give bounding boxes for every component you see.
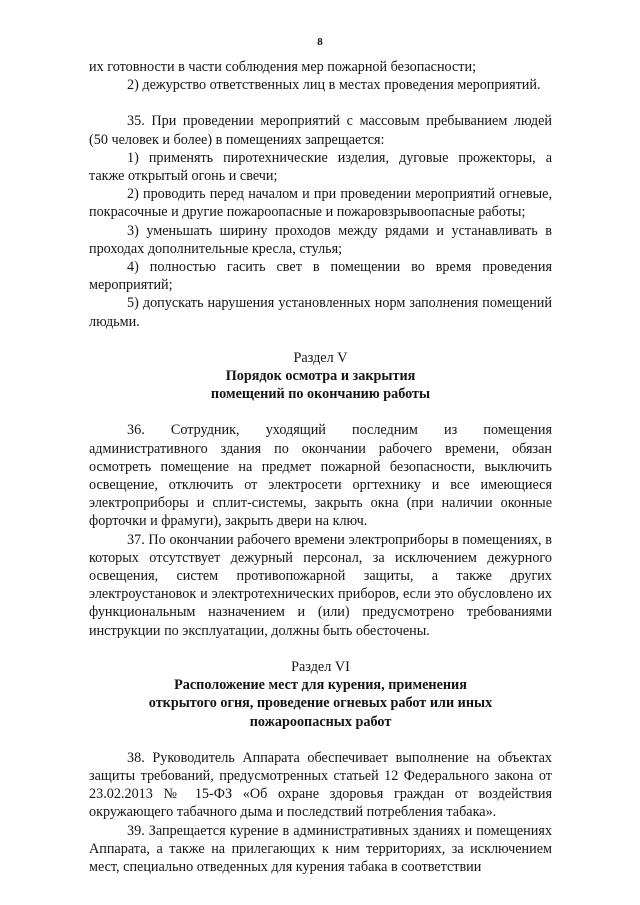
paragraph-continuation: их готовности в части соблюдения мер пожарной безопасности; xyxy=(89,59,477,75)
list-item-duty: 2) дежурство ответственных лиц в местах проведения мероприятий. xyxy=(127,77,541,94)
section-5-title-line-1: Порядок осмотра и закрытия xyxy=(225,368,416,385)
document-body xyxy=(89,58,552,876)
section-5-label: Раздел V xyxy=(293,349,348,366)
section-6-label: Раздел VI xyxy=(291,658,350,675)
section-6-title-line-1: Расположение мест для курения, применения xyxy=(174,677,467,694)
section-5-title-line-2: помещений по окончанию работы xyxy=(210,386,431,403)
paragraph-39: 39. Запрещается курение в административных зданиях и помещениях Аппарата, а также на прилегающих к ним территориях, за исключением мест, специально отведенных для курения табака в соответствии xyxy=(89,822,552,875)
paragraph-37: 37. По окончании рабочего времени электроприборы в помещениях, в которых отсутствует дежурный персонал, за исключением дежурного освещения, систем противопожарной защиты, а также других электроустановок и электротехнических приборов, если это обусловлено их функциональным назначением и (или) предусмотрено требованиями инструкции по эксплуатации, должны быть обесточены. xyxy=(89,531,552,639)
paragraph-35-intro: 35. При проведении мероприятий с массовым пребыванием людей (50 человек и более) в помещениях запрещается: xyxy=(89,113,552,148)
section-6-title-line-3: пожароопасных работ xyxy=(249,713,392,730)
list-item-35-4: 4) полностью гасить свет в помещении во время проведения мероприятий; xyxy=(89,259,552,294)
page-number: 8 xyxy=(317,36,323,48)
section-6-title-line-2: открытого огня, проведение огневых работ или иных xyxy=(148,695,493,712)
list-item-35-5: 5) допускать нарушения установленных норм заполнения помещений людьми. xyxy=(89,295,552,330)
paragraph-36: 36. Сотрудник, уходящий последним из помещения административного здания по окончании рабочего времени, обязан осмотреть помещение на предмет пожарной безопасности, выключить освещение, отключить от электросети оргтехнику и все имеющиеся электроприборы и сплит-системы, закрыть окна (при наличии оконные форточки и фрамуги), закрыть двери на ключ. xyxy=(89,422,552,530)
section-6-heading xyxy=(89,658,552,731)
paragraph-38: 38. Руководитель Аппарата обеспечивает выполнение на объектах защиты требований, предусмотренных статьей 12 Федерального закона от 23.02.2013 № 15-ФЗ «Об охране здоровья граждан от воздействия окружающего табачного дыма и последствий потребления табака». xyxy=(89,749,552,821)
section-5-heading xyxy=(89,349,552,404)
list-item-35-1: 1) применять пиротехнические изделия, дуговые прожекторы, а также открытый огонь и свечи; xyxy=(89,149,552,185)
list-item-35-3: 3) уменьшать ширину проходов между рядами и устанавливать в проходах дополнительные кресла, стулья; xyxy=(89,222,552,257)
list-item-35-2: 2) проводить перед началом и при проведении мероприятий огневые, покрасочные и другие пожароопасные и пожаровзрывоопасные работы; xyxy=(89,186,552,221)
